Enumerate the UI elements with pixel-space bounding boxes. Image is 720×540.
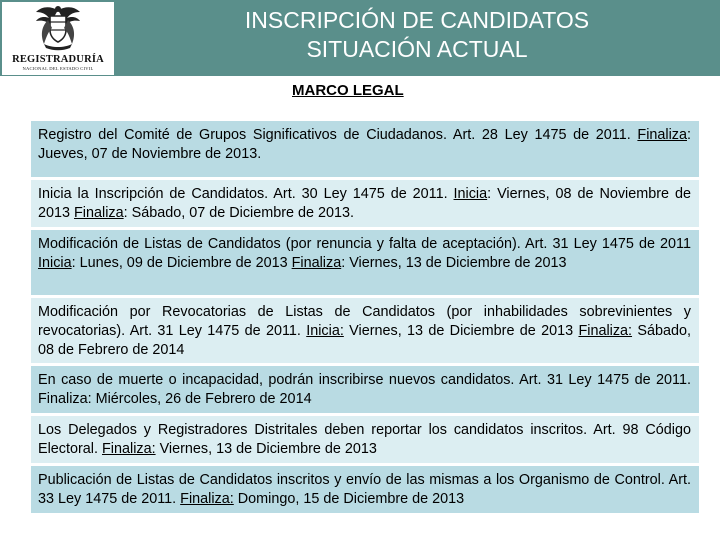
item-text: Domingo, 15 de Diciembre de 2013: [233, 491, 465, 507]
item-text: Modificación por Revocatorias de Listas de Candidatos (por inhabilidades sobrevinientes y revocatorias). Art. 31 Ley 1475 de 2011.: [38, 304, 691, 339]
item-text: Registro del Comité de Grupos Significativos de Ciudadanos. Art. 28 Ley 1475 de 2011.: [38, 127, 638, 143]
title-line-1: INSCRIPCIÓN DE CANDIDATOS: [244, 7, 590, 33]
item-text: : Jueves, 07 de Noviembre de 2013.: [38, 127, 691, 162]
item-label: Inicia:: [306, 323, 344, 339]
item-text: Modificación de Listas de Candidatos (por renuncia y falta de aceptación). Art. 31 Ley 1475 de 2011: [38, 236, 691, 252]
list-item: [31, 180, 699, 227]
item-label: Finaliza:: [102, 441, 156, 457]
item-text: : Sábado, 07 de Diciembre de 2013.: [123, 205, 355, 221]
item-text: Viernes, 13 de Diciembre de 2013: [343, 323, 579, 339]
registraduria-logo: [2, 2, 114, 75]
legal-items-list: [31, 121, 699, 516]
list-item: [31, 466, 699, 513]
title-line-2: SITUACIÓN ACTUAL: [306, 36, 528, 62]
item-text: En caso de muerte o incapacidad, podrán inscribirse nuevos candidatos. Art. 31 Ley 1475 de 2011. Finaliza: Miércoles, 26 de Febrero de 2014: [38, 372, 691, 407]
item-label: Finaliza: [291, 255, 342, 271]
list-item: [31, 121, 699, 177]
section-heading: MARCO LEGAL: [292, 82, 404, 99]
logo-subtitle: NACIONAL DEL ESTADO CIVIL: [22, 66, 94, 71]
item-label: Finaliza: [637, 127, 687, 143]
list-item: [31, 366, 699, 413]
item-label: Finaliza: [74, 205, 124, 221]
list-item: [31, 230, 699, 295]
item-label: Finaliza:: [180, 491, 234, 507]
item-label: Finaliza:: [578, 323, 633, 339]
item-text: : Viernes, 13 de Diciembre de 2013: [341, 255, 567, 271]
item-text: Viernes, 13 de Diciembre de 2013: [155, 441, 377, 457]
item-text: Inicia la Inscripción de Candidatos. Art. 30 Ley 1475 de 2011.: [38, 186, 454, 202]
item-text: Los Delegados y Registradores Distritales deben reportar los candidatos inscritos. Art. 98 Código Electoral.: [38, 422, 691, 457]
header-bar: [0, 0, 720, 76]
list-item: [31, 416, 699, 463]
item-text: : Viernes, 08 de Noviembre de 2013: [38, 186, 691, 221]
logo-name: REGISTRADURÍA: [12, 54, 104, 65]
item-label: Inicia: [38, 255, 72, 271]
item-label: Inicia: [453, 186, 488, 202]
item-text: Publicación de Listas de Candidatos inscritos y envío de las mismas a los Organismo de Control. Art. 33 Ley 1475 de 2011.: [38, 472, 691, 507]
item-text: Sábado, 08 de Febrero de 2014: [38, 323, 691, 358]
page-title: [114, 6, 720, 64]
list-item: [31, 298, 699, 363]
coat-of-arms-icon: [2, 2, 114, 54]
item-text: : Lunes, 09 de Diciembre de 2013: [71, 255, 292, 271]
